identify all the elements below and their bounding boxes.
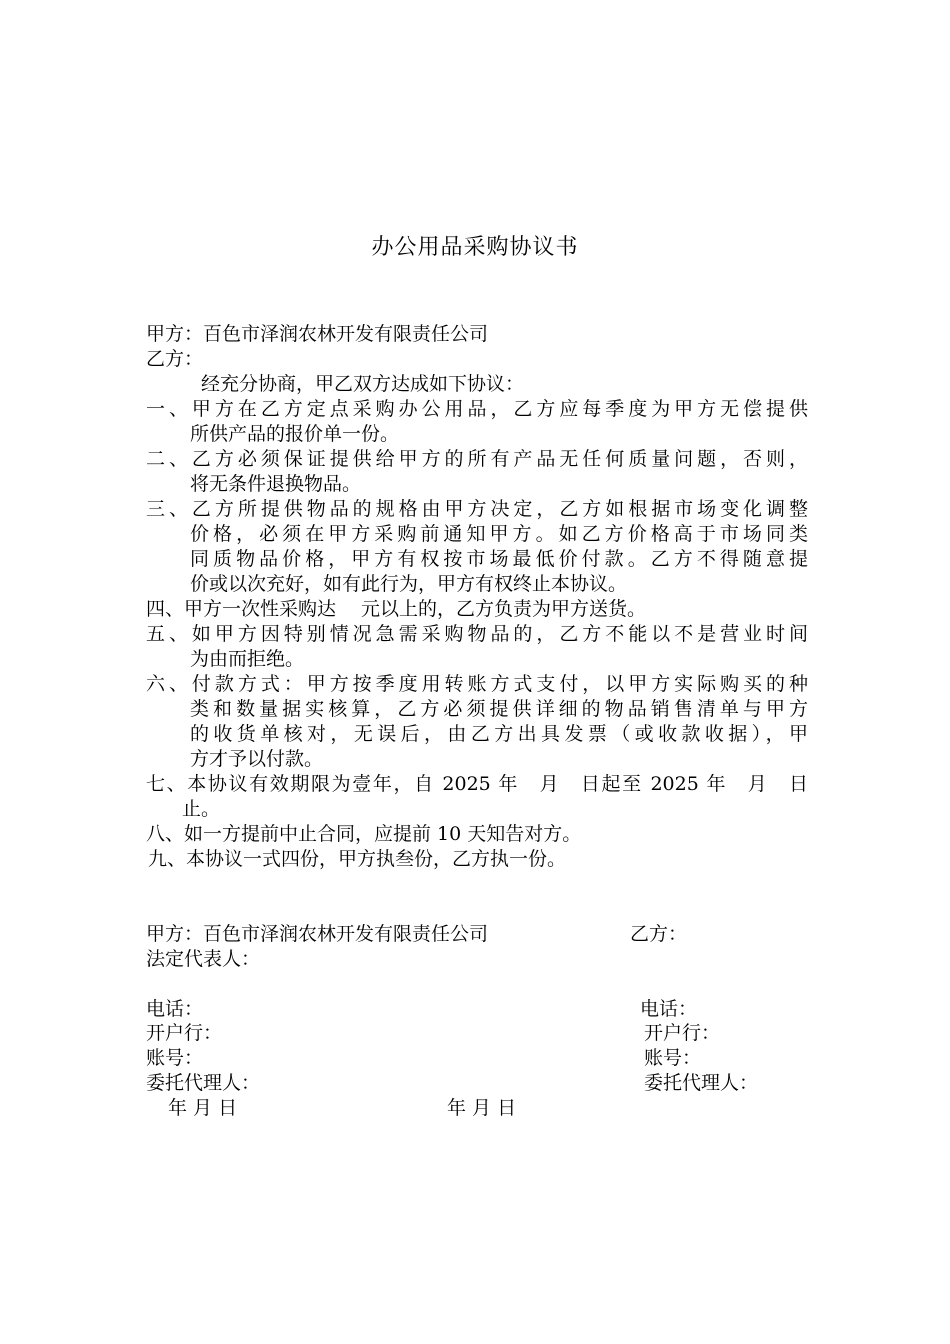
clause-6-line-1: 六、付款方式：甲方按季度用转账方式支付，以甲方实际购买的种: [146, 673, 808, 695]
party-b-line: 乙方：: [146, 348, 204, 370]
clause-7-line-1: 七、本协议有效期限为壹年，自 2025 年 月 日起至 2025 年 月 日: [146, 773, 808, 795]
sign-a-date: 年 月 日: [168, 1097, 238, 1119]
sign-a-phone: 电话：: [146, 998, 204, 1020]
clause-5-line-2: 为由而拒绝。: [190, 648, 305, 670]
sign-a-account: 账号：: [146, 1047, 204, 1069]
clause-2-line-1: 二、乙方必须保证提供给甲方的所有产品无任何质量问题，否则，: [146, 448, 808, 470]
clause-1-line-2: 所供产品的报价单一份。: [190, 423, 400, 445]
sign-a-bank: 开户行：: [146, 1022, 223, 1044]
document-body: [146, 322, 808, 872]
sign-b-account: 账号：: [644, 1047, 702, 1069]
sign-b-date: 年 月 日: [447, 1097, 517, 1119]
document-title: 办公用品采购协议书: [371, 235, 579, 260]
intro-line: 经充分协商，甲乙双方达成如下协议：: [201, 373, 525, 395]
clause-5-line-1: 五、如甲方因特别情况急需采购物品的，乙方不能以不是营业时间: [146, 623, 808, 645]
clause-1-line-1: 一、甲方在乙方定点采购办公用品，乙方应每季度为甲方无偿提供: [146, 398, 808, 420]
clause-3-line-4: 价或以次充好，如有此行为，甲方有权终止本协议。: [190, 573, 628, 595]
clause-4-line-1: 四、甲方一次性采购达 元以上的，乙方负责为甲方送货。: [146, 598, 647, 620]
clause-3-line-3: 同质物品价格，甲方有权按市场最低价付款。乙方不得随意提: [190, 548, 808, 570]
clause-9-line-1: 九、本协议一式四份，甲方执叁份，乙方执一份。: [148, 848, 567, 870]
sign-a-agent: 委托代理人：: [146, 1072, 261, 1094]
sign-b-agent: 委托代理人：: [644, 1072, 759, 1094]
party-a-line: 甲方：百色市泽润农林开发有限责任公司: [146, 323, 489, 345]
clause-2-line-2: 将无条件退换物品。: [190, 473, 362, 495]
sign-party-a: 甲方：百色市泽润农林开发有限责任公司: [146, 923, 489, 945]
sign-b-phone: 电话：: [640, 998, 698, 1020]
sign-legal-rep: 法定代表人：: [146, 948, 261, 970]
clause-7-line-2: 止。: [182, 798, 221, 820]
clause-6-line-4: 方才予以付款。: [190, 748, 324, 770]
clause-3-line-2: 价格，必须在甲方采购前通知甲方。如乙方价格高于市场同类: [190, 523, 808, 545]
clause-6-line-2: 类和数量据实核算，乙方必须提供详细的物品销售清单与甲方: [190, 698, 808, 720]
clause-8-line-1: 八、如一方提前中止合同，应提前 10 天知告对方。: [146, 823, 582, 845]
clause-6-line-3: 的收货单核对，无误后，由乙方出具发票（或收款收据），甲: [190, 723, 808, 745]
sign-b-bank: 开户行：: [644, 1022, 721, 1044]
clause-3-line-1: 三、乙方所提供物品的规格由甲方决定，乙方如根据市场变化调整: [146, 498, 808, 520]
sign-party-b: 乙方：: [630, 923, 688, 945]
